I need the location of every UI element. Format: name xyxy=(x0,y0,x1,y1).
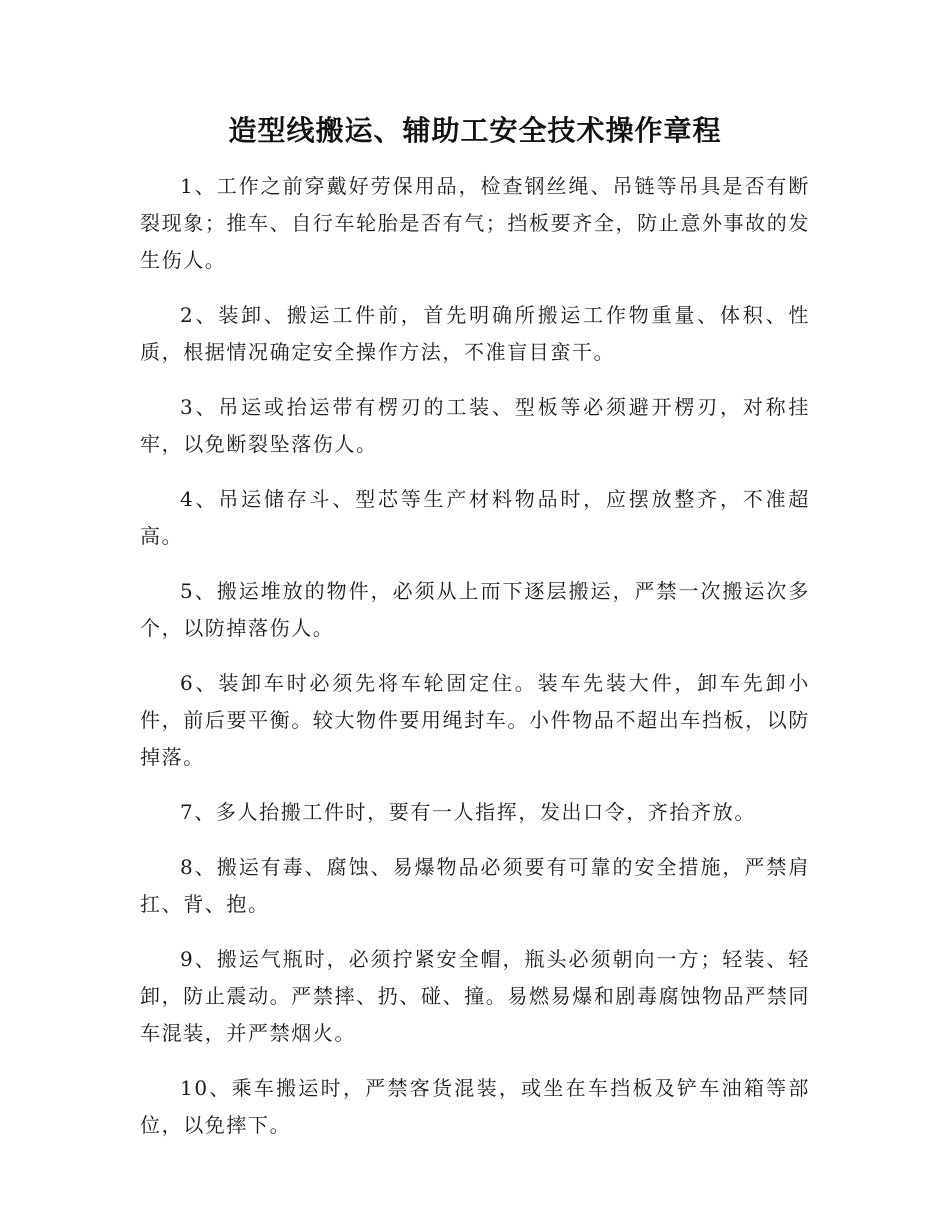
rule-paragraph-10: 10、乘车搬运时，严禁客货混装，或坐在车挡板及铲车油箱等部位，以免摔下。 xyxy=(140,1076,810,1137)
document-title: 造型线搬运、辅助工安全技术操作章程 xyxy=(228,114,722,147)
rule-paragraph-1: 1、工作之前穿戴好劳保用品，检查钢丝绳、吊链等吊具是否有断裂现象；推车、自行车轮胎是否有气；挡板要齐全，防止意外事故的发生伤人。 xyxy=(140,174,810,272)
rule-paragraph-2: 2、装卸、搬运工件前，首先明确所搬运工作物重量、体积、性质，根据情况确定安全操作方法，不准盲目蛮干。 xyxy=(140,303,810,364)
rule-paragraph-5: 5、搬运堆放的物件，必须从上而下逐层搬运，严禁一次搬运次多个，以防掉落伤人。 xyxy=(140,579,810,640)
rule-paragraph-4: 4、吊运储存斗、型芯等生产材料物品时，应摆放整齐，不准超高。 xyxy=(140,487,810,548)
rule-paragraph-7: 7、多人抬搬工件时，要有一人指挥，发出口令，齐抬齐放。 xyxy=(180,800,756,824)
rule-paragraph-3: 3、吊运或抬运带有楞刃的工装、型板等必须避开楞刃，对称挂牢，以免断裂坠落伤人。 xyxy=(140,395,810,456)
rule-paragraph-9: 9、搬运气瓶时，必须拧紧安全帽，瓶头必须朝向一方；轻装、轻卸，防止震动。严禁摔、扔、碰、撞。易燃易爆和剧毒腐蚀物品严禁同车混装，并严禁烟火。 xyxy=(140,947,810,1045)
rule-paragraph-6: 6、装卸车时必须先将车轮固定住。装车先装大件，卸车先卸小件，前后要平衡。较大物件要用绳封车。小件物品不超出车挡板，以防掉落。 xyxy=(140,671,810,769)
rule-paragraph-8: 8、搬运有毒、腐蚀、易爆物品必须要有可靠的安全措施，严禁肩扛、背、抱。 xyxy=(140,855,810,916)
